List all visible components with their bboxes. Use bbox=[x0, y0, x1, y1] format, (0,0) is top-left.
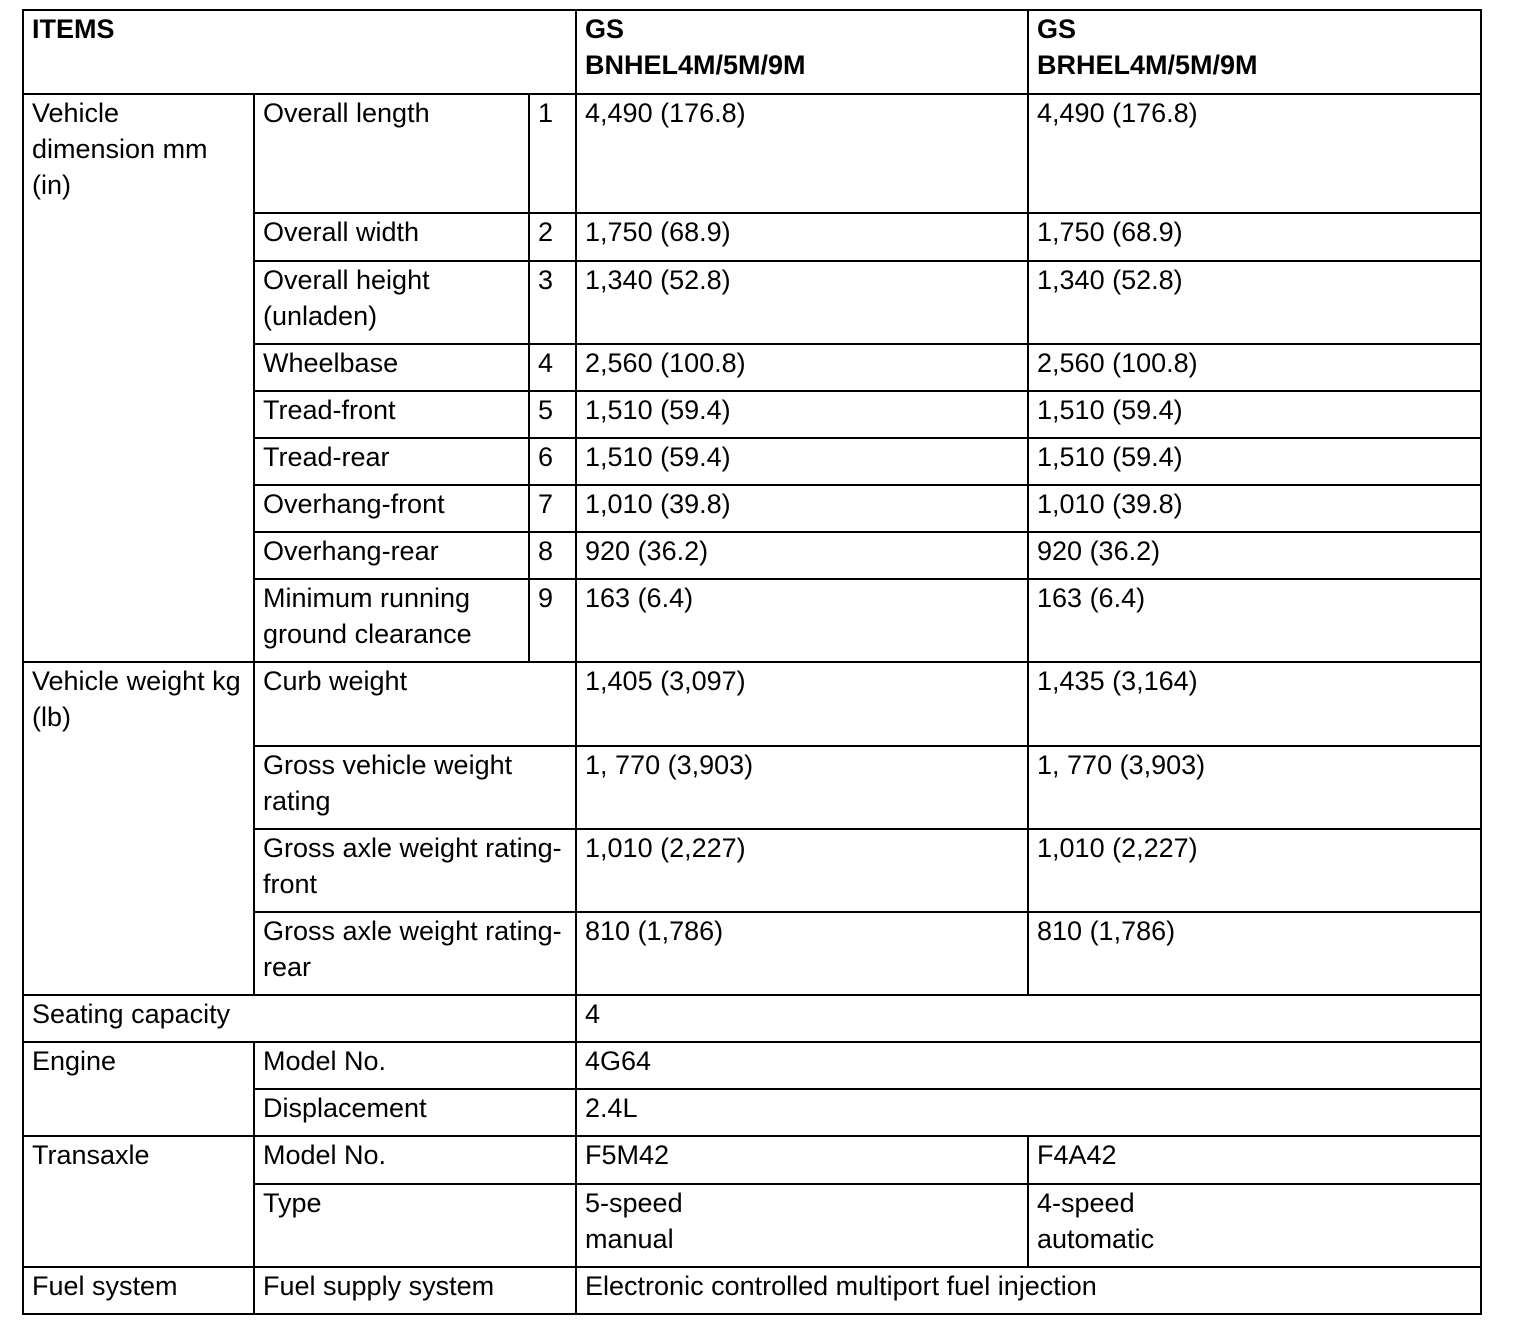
value-model2: 1,435 (3,164) bbox=[1028, 662, 1481, 745]
value-model1: 1, 770 (3,903) bbox=[576, 746, 1028, 829]
value-model2: 1,750 (68.9) bbox=[1028, 213, 1481, 260]
header-row bbox=[23, 10, 1481, 94]
value-model1: 810 (1,786) bbox=[576, 912, 1028, 995]
value-model1: 2,560 (100.8) bbox=[576, 344, 1028, 391]
fuel-supply-label: Fuel supply system bbox=[254, 1267, 576, 1314]
row-number: 2 bbox=[529, 213, 576, 260]
row-label: Gross vehicle weight rating bbox=[254, 746, 576, 829]
model1-header-line2: BNHEL4M/5M/9M bbox=[585, 50, 806, 80]
engine-model-label: Model No. bbox=[254, 1042, 576, 1089]
items-header bbox=[23, 10, 576, 94]
engine-displacement-value: 2.4L bbox=[576, 1089, 1481, 1136]
row-number: 4 bbox=[529, 344, 576, 391]
row-label: Minimum running ground clearance bbox=[254, 579, 529, 662]
fuel-supply-value: Electronic controlled multiport fuel injection bbox=[576, 1267, 1481, 1314]
value-model2: 920 (36.2) bbox=[1028, 532, 1481, 579]
value-model1: 1,750 (68.9) bbox=[576, 213, 1028, 260]
weight-group-label: Vehicle weight kg (lb) bbox=[23, 662, 254, 995]
transaxle-type-value2-line1: 4-speed bbox=[1037, 1187, 1135, 1218]
seating-label: Seating capacity bbox=[23, 995, 576, 1042]
transaxle-type-value1-line2: manual bbox=[585, 1223, 674, 1254]
value-model1: 163 (6.4) bbox=[576, 579, 1028, 662]
value-model1: 920 (36.2) bbox=[576, 532, 1028, 579]
value-model1: 1,010 (39.8) bbox=[576, 485, 1028, 532]
value-model2: 1, 770 (3,903) bbox=[1028, 746, 1481, 829]
value-model1: 1,510 (59.4) bbox=[576, 391, 1028, 438]
value-model2: 2,560 (100.8) bbox=[1028, 344, 1481, 391]
engine-displacement-label: Displacement bbox=[254, 1089, 576, 1136]
value-model1: 1,510 (59.4) bbox=[576, 438, 1028, 485]
row-label: Gross axle weight rating-front bbox=[254, 829, 576, 912]
value-model1: 1,010 (2,227) bbox=[576, 829, 1028, 912]
row-label: Tread-rear bbox=[254, 438, 529, 485]
value-model1: 1,340 (52.8) bbox=[576, 261, 1028, 344]
value-model2: 1,010 (39.8) bbox=[1028, 485, 1481, 532]
row-label: Wheelbase bbox=[254, 344, 529, 391]
specifications-table bbox=[22, 9, 1482, 1315]
items-header-label: ITEMS bbox=[32, 14, 115, 44]
dimension-group-label: Vehicle dimension mm (in) bbox=[23, 94, 254, 662]
transaxle-type-value2 bbox=[1028, 1184, 1481, 1267]
row-number: 7 bbox=[529, 485, 576, 532]
model2-header-line1: GS bbox=[1037, 14, 1077, 44]
value-model2: 4,490 (176.8) bbox=[1028, 94, 1481, 213]
row-label: Curb weight bbox=[254, 662, 576, 745]
row-label: Overall width bbox=[254, 213, 529, 260]
model1-header bbox=[576, 10, 1028, 94]
value-model2: 1,340 (52.8) bbox=[1028, 261, 1481, 344]
table-row bbox=[23, 94, 1481, 213]
value-model2: 163 (6.4) bbox=[1028, 579, 1481, 662]
row-number: 3 bbox=[529, 261, 576, 344]
fuel-group-label: Fuel system bbox=[23, 1267, 254, 1314]
row-label: Overall height (unladen) bbox=[254, 261, 529, 344]
transaxle-type-label: Type bbox=[254, 1184, 576, 1267]
row-label: Overhang-rear bbox=[254, 532, 529, 579]
value-model1: 4,490 (176.8) bbox=[576, 94, 1028, 213]
row-number: 6 bbox=[529, 438, 576, 485]
value-model2: 1,510 (59.4) bbox=[1028, 438, 1481, 485]
row-number: 5 bbox=[529, 391, 576, 438]
row-label: Tread-front bbox=[254, 391, 529, 438]
value-model2: 810 (1,786) bbox=[1028, 912, 1481, 995]
model2-header-line2: BRHEL4M/5M/9M bbox=[1037, 50, 1258, 80]
row-number: 1 bbox=[529, 94, 576, 213]
transaxle-model-value2: F4A42 bbox=[1028, 1136, 1481, 1183]
value-model2: 1,510 (59.4) bbox=[1028, 391, 1481, 438]
value-model1: 1,405 (3,097) bbox=[576, 662, 1028, 745]
seating-row bbox=[23, 995, 1481, 1042]
table-row bbox=[23, 662, 1481, 745]
transaxle-group-label: Transaxle bbox=[23, 1136, 254, 1266]
row-label: Gross axle weight rating-rear bbox=[254, 912, 576, 995]
transaxle-type-value1 bbox=[576, 1184, 1028, 1267]
engine-model-value: 4G64 bbox=[576, 1042, 1481, 1089]
table-row bbox=[23, 1042, 1481, 1089]
table-row bbox=[23, 1267, 1481, 1314]
transaxle-type-value2-line2: automatic bbox=[1037, 1223, 1155, 1254]
row-label: Overall length bbox=[254, 94, 529, 213]
model1-header-line1: GS bbox=[585, 14, 625, 44]
row-number: 8 bbox=[529, 532, 576, 579]
row-label: Overhang-front bbox=[254, 485, 529, 532]
value-model2: 1,010 (2,227) bbox=[1028, 829, 1481, 912]
engine-group-label: Engine bbox=[23, 1042, 254, 1136]
row-number: 9 bbox=[529, 579, 576, 662]
model2-header bbox=[1028, 10, 1481, 94]
transaxle-type-value1-line1: 5-speed bbox=[585, 1187, 683, 1218]
seating-value: 4 bbox=[576, 995, 1481, 1042]
table-row bbox=[23, 1136, 1481, 1183]
transaxle-model-value1: F5M42 bbox=[576, 1136, 1028, 1183]
transaxle-model-label: Model No. bbox=[254, 1136, 576, 1183]
